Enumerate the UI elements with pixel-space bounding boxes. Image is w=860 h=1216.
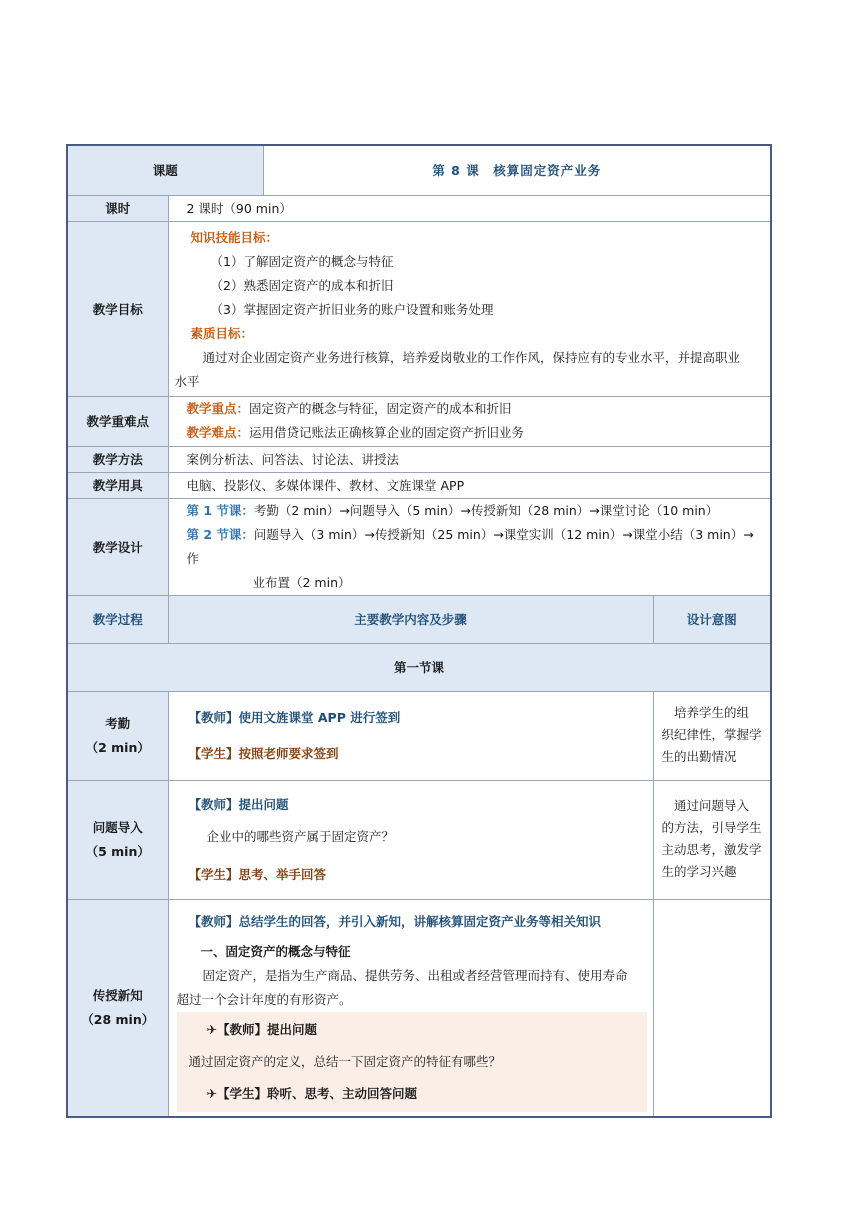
page-title: 第 8 课 核算固定资产业务	[263, 145, 771, 195]
intent-line: 通过问题导入	[661, 797, 750, 813]
box-teacher-text: 【教师】提出问题	[216, 1021, 317, 1037]
key-points-content	[168, 396, 771, 446]
intent-line: 的方法，引导学生	[661, 819, 762, 835]
design-label: 教学设计	[67, 498, 168, 595]
airplane-icon: ✈	[206, 1021, 217, 1037]
lesson2-label: 第 2 节课：	[186, 526, 254, 542]
design-content	[168, 498, 771, 595]
intent-line: 生的学习兴趣	[661, 863, 737, 879]
step-content	[168, 691, 653, 780]
step-name: 问题导入	[92, 819, 143, 835]
intent-col-header: 设计意图	[653, 595, 771, 643]
step-intent	[653, 899, 771, 1117]
lesson1-label: 第 1 节课：	[186, 502, 254, 518]
step-content	[168, 899, 653, 1117]
methods-value: 案例分析法、问答法、讨论法、讲授法	[168, 446, 771, 472]
question-text: 企业中的哪些资产属于固定资产？	[206, 828, 395, 844]
hours-value: 2 课时（90 min）	[168, 195, 771, 221]
teacher-action: 【教师】使用文旌课堂 APP 进行签到	[188, 709, 401, 725]
topic-label: 课题	[67, 145, 263, 195]
step-name: 考勤	[105, 715, 131, 731]
step-duration: （2 min）	[85, 739, 150, 755]
box-teacher	[207, 1016, 635, 1044]
lesson1-text: 考勤（2 min）→问题导入（5 min）→传授新知（28 min）→课堂讨论（10 min）	[253, 502, 719, 518]
tools-label: 教学用具	[67, 472, 168, 498]
quality-text-cont: 水平	[174, 373, 200, 389]
airplane-icon: ✈	[206, 1085, 217, 1101]
subheading: 一、固定资产的概念与特征	[200, 943, 351, 959]
paragraph-cont: 超过一个会计年度的有形资产。	[176, 991, 352, 1007]
tools-value: 电脑、投影仪、多媒体课件、教材、文旌课堂 APP	[168, 472, 771, 498]
objective-item: （1）了解固定资产的概念与特征	[210, 253, 394, 269]
step-label	[67, 780, 168, 899]
step-label	[67, 691, 168, 780]
lesson-plan	[66, 144, 770, 1118]
intent-line: 生的出勤情况	[661, 748, 737, 764]
student-action: 【学生】思考、举手回答	[188, 866, 327, 882]
teacher-action: 【教师】提出问题	[188, 796, 289, 812]
focus-label: 教学重点：	[186, 401, 250, 416]
box-question: 通过固定资产的定义，总结一下固定资产的特征有哪些？	[188, 1053, 502, 1069]
paragraph: 固定资产，是指为生产商品、提供劳务、出租或者经营管理而持有、使用寿命	[202, 967, 628, 983]
step-label	[67, 899, 168, 1117]
objectives-label: 教学目标	[67, 221, 168, 396]
intent-line: 主动思考，激发学	[661, 841, 762, 857]
step-duration: （5 min）	[85, 843, 150, 859]
step-content	[168, 780, 653, 899]
difficulty-label: 教学难点：	[186, 425, 250, 440]
box-student-text: 【学生】聆听、思考、主动回答问题	[216, 1085, 417, 1101]
step-name: 传授新知	[92, 987, 143, 1003]
intent-line: 织纪律性，掌握学	[661, 726, 762, 742]
student-action: 【学生】按照老师要求签到	[188, 745, 339, 761]
lesson2-text: 问题导入（3 min）→传授新知（25 min）→课堂实训（12 min）→课堂小结（3 min）→作	[186, 526, 754, 566]
knowledge-heading: 知识技能目标：	[190, 229, 279, 245]
intent-line: 培养学生的组	[661, 704, 750, 720]
objective-item: （2）熟悉固定资产的成本和折旧	[210, 277, 394, 293]
quality-text: 通过对企业固定资产业务进行核算，培养爱岗敬业的工作作风，保持应有的专业水平，并提高职业	[202, 349, 741, 365]
discussion-box	[177, 1012, 647, 1112]
step-intent	[653, 780, 771, 899]
focus-text: 固定资产的概念与特征，固定资产的成本和折旧	[249, 401, 512, 416]
teacher-action: 【教师】总结学生的回答，并引入新知，讲解核算固定资产业务等相关知识	[188, 913, 602, 929]
content-col-header: 主要教学内容及步骤	[168, 595, 653, 643]
objective-item: （3）掌握固定资产折旧业务的账户设置和账务处理	[210, 301, 494, 317]
box-student	[207, 1080, 635, 1108]
methods-label: 教学方法	[67, 446, 168, 472]
step-duration: （28 min）	[81, 1011, 155, 1027]
objectives-content	[168, 221, 771, 396]
lesson-plan-table	[66, 144, 772, 1118]
process-col-header: 教学过程	[67, 595, 168, 643]
lesson2-text-cont: 业布置（2 min）	[252, 574, 351, 590]
hours-label: 课时	[67, 195, 168, 221]
quality-heading: 素质目标：	[190, 325, 254, 341]
difficulty-text: 运用借贷记账法正确核算企业的固定资产折旧业务	[249, 425, 525, 440]
key-points-label: 教学重难点	[67, 396, 168, 446]
step-intent	[653, 691, 771, 780]
section-title: 第一节课	[67, 643, 771, 691]
